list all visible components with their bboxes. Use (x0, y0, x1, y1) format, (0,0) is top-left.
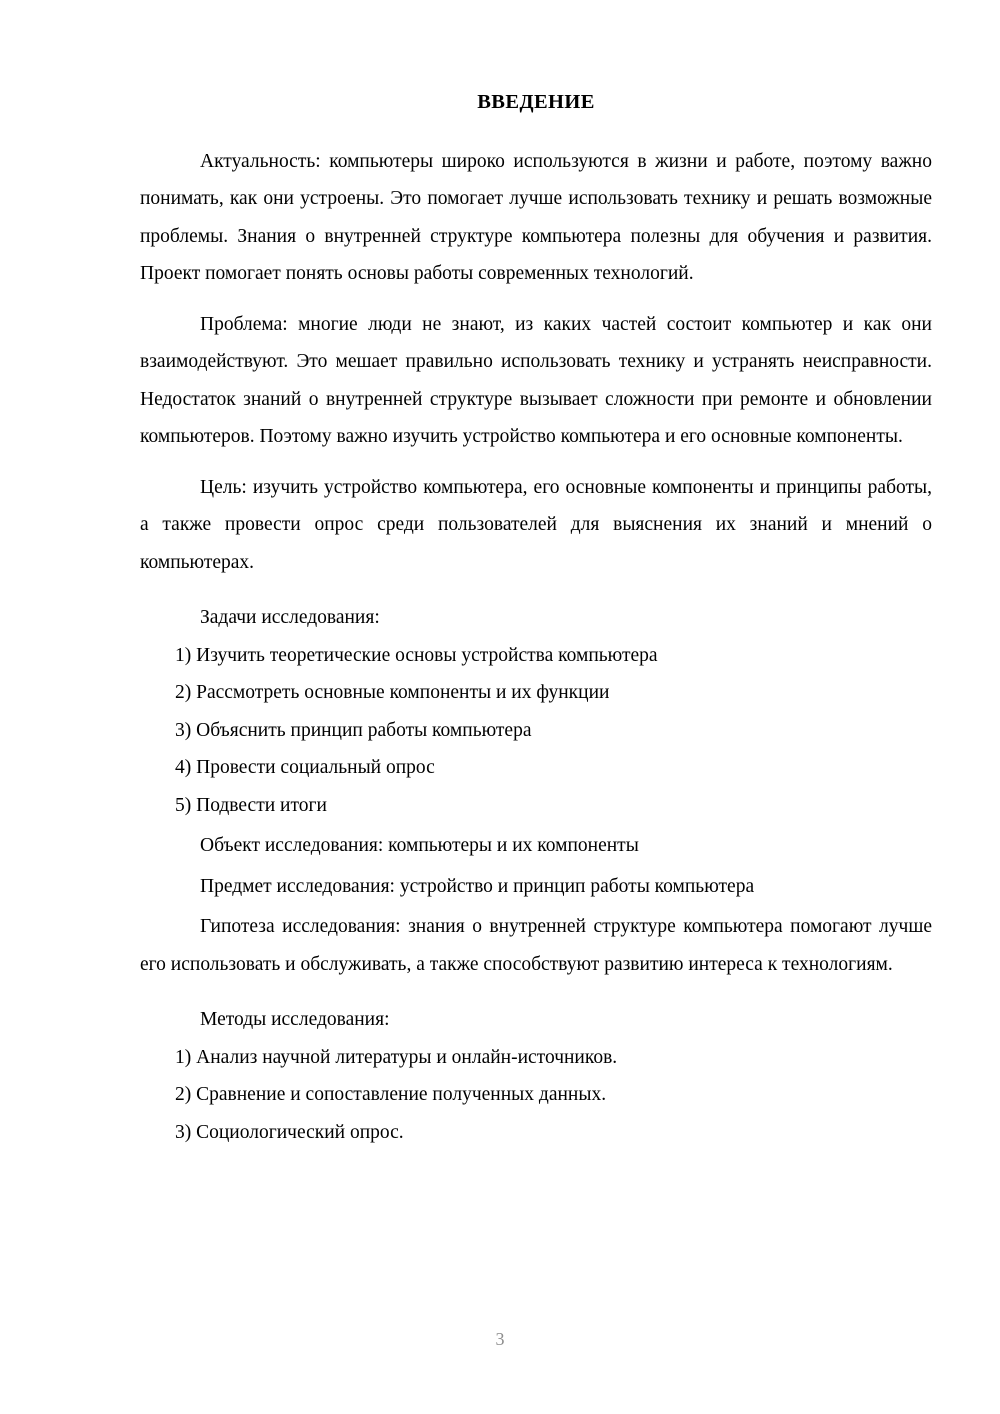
object-of-study: Объект исследования: компьютеры и их компоненты (200, 835, 639, 856)
list-item: 2) Рассмотреть основные компоненты и их функции (175, 682, 610, 703)
methods-heading: Методы исследования: (200, 1009, 390, 1030)
tasks-heading: Задачи исследования: (200, 607, 380, 628)
paragraph-goal: Цель: изучить устройство компьютера, его основные компоненты и принципы работы, а также провести опрос среди пользователей для выяснения их знаний и мнений о компьютерах. (140, 476, 932, 573)
subject-of-study: Предмет исследования: устройство и принцип работы компьютера (200, 875, 755, 897)
list-item: 3) Социологический опрос. (175, 1121, 404, 1143)
list-item: 5) Подвести итоги (175, 794, 327, 816)
paragraph-problem: Проблема: многие люди не знают, из каких частей состоит компьютер и как они взаимодействуют. Это мешает правильно использовать технику и устранять неисправности. Недостаток знаний о внутренней структуре вызывает сложности при ремонте и обновлении компьютеров. Поэтому важно изучить устройство компьютера и его основные компоненты. (140, 313, 932, 447)
page-content (140, 92, 932, 1151)
page-title: ВВЕДЕНИЕ (477, 91, 595, 113)
tasks-list (140, 637, 932, 825)
paragraph-hypothesis: Гипотеза исследования: знания о внутренней структуре компьютера помогают лучше его использовать и обслуживать, а также способствуют развитию интереса к технологиям. (140, 916, 932, 975)
paragraph-relevance: Актуальность: компьютеры широко используются в жизни и работе, поэтому важно понимать, как они устроены. Это помогает лучше использовать технику и решать возможные проблемы. Знания о внутренней структуре компьютера полезны для обучения и развития. Проект помогает понять основы работы современных технологий. (140, 150, 932, 284)
list-item: 3) Объяснить принцип работы компьютера (175, 719, 532, 741)
page-number: 3 (495, 1329, 505, 1349)
list-item: 4) Провести социальный опрос (175, 757, 435, 778)
spacer (140, 993, 932, 1001)
list-item: 2) Сравнение и сопоставление полученных данных. (175, 1084, 607, 1105)
list-item: 1) Анализ научной литературы и онлайн-источников. (175, 1046, 618, 1068)
spacer (140, 591, 932, 599)
list-item: 1) Изучить теоретические основы устройства компьютера (175, 644, 658, 666)
methods-list (140, 1039, 932, 1152)
